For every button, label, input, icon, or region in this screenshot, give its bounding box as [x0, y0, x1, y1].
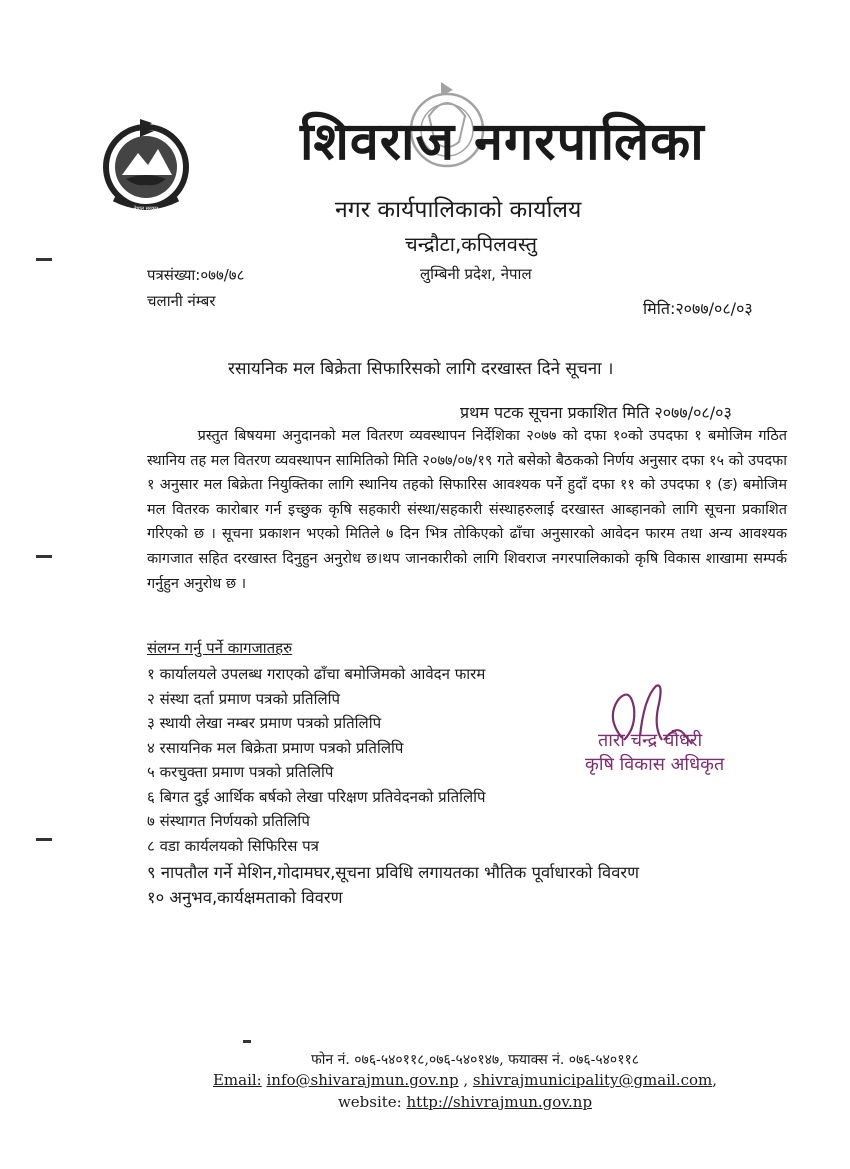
list-item: ८ वडा कार्यलयको सिफिरिस पत्र — [147, 836, 319, 855]
nepal-emblem-icon — [96, 115, 196, 215]
emblem-caption: नेपाल सरकार — [133, 206, 159, 212]
scan-mark — [36, 838, 52, 841]
list-item: ७ संस्थागत निर्णयको प्रतिलिपि — [147, 812, 310, 830]
notice-body — [147, 424, 787, 596]
list-item: १० अनुभव,कार्यक्षमताको विवरण — [147, 887, 343, 907]
list-item: ५ करचुक्ता प्रमाण पत्रको प्रतिलिपि — [147, 763, 334, 781]
footer-email-line — [40, 1071, 850, 1089]
attachments-list — [147, 664, 639, 909]
list-item: १ कार्यालयले उपलब्ध गराएको ढाँचा बमोजिमको आवेदन फारम — [147, 665, 486, 683]
email-link-primary[interactable]: info@shivarajmun.gov.np — [266, 1071, 459, 1089]
reference-number: पत्रसंख्या:०७७/७८ — [147, 266, 245, 284]
email-label: Email: — [212, 1071, 262, 1089]
notice-body-text: प्रस्तुत बिषयमा अनुदानको मल वितरण व्यवस्थापन निर्देशिका २०७७ को दफा १०को उपदफा १ बमोजिम गठित स्थानिय तह मल वितरण व्यवस्थापन सामितिको मिति २०७७/०७/१९ गते बसेको बैठकको निर्णय अनुसार दफा १५ को उपदफा १ अनुसार मल बिक्रेता नियुक्तिका लागि स्थानिय तहको सिफारिस आवश्यक पर्ने हुदाँ दफा ११ को उपदफा १ (ङ) बमोजिम मल वितरक कारोबार गर्न इच्छुक कृषि सहकारी संस्था/सहकारी संस्थाहरुलाई दरखास्त आब्हानको लागि सूचना प्रकाशित गरिएको छ । सूचना प्रकाशन भएको मितिले ७ दिन भित्र तोकिएको ढाँचा अनुसारको आवेदन फारम तथा अन्य आवश्यक कागजात सहित दरखास्त दिनुहुन अनुरोध छ।थप जानकारीको लागि शिवराज नगरपालिकाको कृषि विकास शाखामा सम्पर्क गर्नुहुन अनुरोध छ । — [147, 428, 788, 592]
scan-mark — [36, 258, 52, 261]
list-item: २ संस्था दर्ता प्रमाण पत्रको प्रतिलिपि — [147, 689, 341, 708]
email-separator: , — [458, 1071, 473, 1089]
dispatch-number: चलानी नंम्बर — [147, 292, 216, 310]
signatory-title: कृषि विकास अधिकृत — [585, 754, 725, 775]
list-item: ४ रसायनिक मल बिक्रेता प्रमाण पत्रको प्रतिलिपि — [147, 738, 404, 757]
list-item: ६ बिगत दुई आर्थिक बर्षको लेखा परिक्षण प्रतिवेदनको प्रतिलिपि — [147, 787, 486, 806]
email-link-secondary[interactable]: shivrajmunicipality@gmail.com — [472, 1071, 713, 1089]
office-province: लुम्बिनी प्रदेश, नेपाल — [420, 265, 532, 283]
website-link[interactable]: http://shivrajmun.gov.np — [406, 1093, 593, 1111]
email-trailing-comma: , — [712, 1071, 718, 1089]
first-published-date: प्रथम पटक सूचना प्रकाशित मिति २०७७/०८/०३ — [460, 403, 732, 422]
attachments-heading: संलग्न गर्नु पर्ने कागजातहरु — [147, 639, 293, 657]
letter-date: मिति:२०७७/०८/०३ — [643, 299, 753, 318]
scan-mark — [36, 555, 52, 558]
footer-website-line — [40, 1093, 850, 1111]
footer-phone: फोन नं. ०७६-५४०११८,०७६-५४०१४७, फयाक्स नं. ०७६-५४०११८ — [310, 1052, 640, 1068]
municipality-title: शिवराज नगरपालिका — [300, 112, 705, 172]
notice-title: रसायनिक मल बिक्रेता सिफारिसको लागि दरखास्त दिने सूचना । — [228, 359, 614, 379]
signatory-name: तारा चन्द्र चौधरी — [598, 730, 703, 751]
scan-mark — [243, 1040, 251, 1043]
office-name: नगर कार्यपालिकाको कार्यालय — [335, 197, 582, 223]
website-label: website: — [337, 1093, 402, 1111]
office-address: चन्द्रौटा,कपिलवस्तु — [405, 232, 538, 256]
list-item: ३ स्थायी लेखा नम्बर प्रमाण पत्रको प्रतिलिपि — [147, 714, 382, 732]
list-item: ९ नापतौल गर्ने मेशिन,गोदामघर,सूचना प्रविधि लगायतका भौतिक पूर्वाधारको विवरण — [147, 863, 640, 882]
